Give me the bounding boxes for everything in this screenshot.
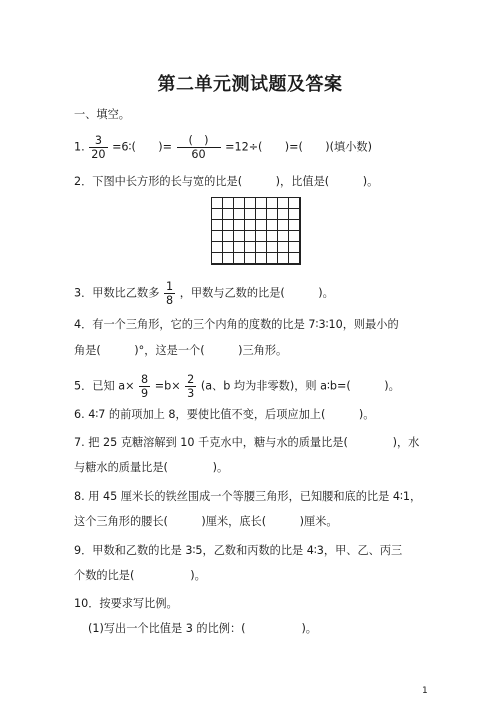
grid-cell: [212, 198, 223, 209]
q5-frac2-numerator: 2: [187, 373, 195, 386]
question-7-line-1: 7. 把 25 克糖溶解到 10 千克水中，糖与水的质量比是( )，水: [74, 436, 420, 449]
grid-cell: [278, 198, 289, 209]
grid-cell: [289, 253, 300, 264]
grid-cell: [245, 209, 256, 220]
q5-fraction-2: [185, 373, 196, 400]
grid-cell: [256, 231, 267, 242]
question-3: [74, 280, 334, 307]
rectangle-grid-figure: [211, 197, 301, 265]
section-heading: 一、填空。: [74, 108, 130, 121]
question-1: [74, 134, 372, 161]
grid-cell: [245, 242, 256, 253]
grid-cell: [267, 198, 278, 209]
question-10-part-1: (1)写出一个比值是 3 的比例：( )。: [88, 622, 317, 635]
grid-cell: [256, 242, 267, 253]
grid-cell: [212, 231, 223, 242]
q5-prefix: 5．已知 a×: [74, 379, 135, 393]
q5-middle: =b×: [154, 379, 181, 393]
grid-cell: [212, 253, 223, 264]
grid-cell: [223, 253, 234, 264]
grid-cell: [267, 209, 278, 220]
page-title: 第二单元测试题及答案: [157, 74, 343, 95]
grid-cell: [278, 242, 289, 253]
grid-cell: [234, 209, 245, 220]
q3-fraction: [164, 280, 175, 307]
q1-fraction-2: [177, 134, 221, 161]
grid-cell: [256, 220, 267, 231]
q3-frac-numerator: 1: [166, 280, 174, 293]
grid-cell: [267, 253, 278, 264]
q3-prefix: 3．甲数比乙数多: [74, 286, 160, 300]
question-5: [74, 373, 400, 400]
grid-cell: [278, 220, 289, 231]
grid-cell: [234, 198, 245, 209]
q1-middle: =6∶( )=: [112, 140, 172, 154]
question-9-line-2: 个数的比是( )。: [74, 569, 206, 582]
grid-cell: [223, 231, 234, 242]
question-8-line-2: 这个三角形的腰长( )厘米，底长( )厘米。: [74, 515, 338, 528]
grid-cell: [223, 242, 234, 253]
grid-cell: [289, 220, 300, 231]
grid-cell: [234, 253, 245, 264]
q1-prefix: 1.: [74, 140, 85, 154]
grid-cell: [289, 231, 300, 242]
question-4-line-2: 角是( )°，这是一个( )三角形。: [74, 344, 288, 357]
grid-cell: [212, 220, 223, 231]
grid-cell: [223, 198, 234, 209]
q1-frac1-denominator: 20: [91, 148, 106, 161]
question-7-line-2: 与糖水的质量比是( )。: [74, 461, 229, 474]
question-10: 10．按要求写比例。: [74, 597, 178, 610]
grid-cell: [278, 209, 289, 220]
q1-frac1-numerator: 3: [89, 134, 107, 148]
q1-rest: =12÷( )=( )(填小数): [225, 140, 372, 154]
grid-cell: [278, 231, 289, 242]
grid-cell: [256, 253, 267, 264]
grid-cell: [267, 231, 278, 242]
grid-cell: [234, 242, 245, 253]
grid-cell: [245, 220, 256, 231]
grid-cell: [234, 220, 245, 231]
question-4-line-1: 4．有一个三角形，它的三个内角的度数的比是 7∶3∶10，则最小的: [74, 318, 399, 331]
q5-rest: (a、b 均为非零数)，则 a∶b=( )。: [200, 379, 400, 393]
grid-cell: [212, 209, 223, 220]
grid-cell: [212, 242, 223, 253]
q5-frac1-numerator: 8: [141, 373, 149, 386]
grid-cell: [289, 242, 300, 253]
q1-frac2-numerator: ( ): [177, 134, 221, 148]
grid-cell: [223, 209, 234, 220]
q3-rest: ，甲数与乙数的比是( )。: [179, 286, 334, 300]
page-number: 1: [422, 686, 428, 696]
grid-cell: [278, 253, 289, 264]
grid-cell: [267, 220, 278, 231]
grid-cell: [256, 198, 267, 209]
question-2: 2．下图中长方形的长与宽的比是( )，比值是( )。: [74, 175, 379, 188]
q5-frac2-denominator: 3: [187, 387, 195, 400]
grid-cell: [289, 198, 300, 209]
grid-cell: [256, 209, 267, 220]
grid-cell: [245, 253, 256, 264]
grid-cell: [223, 220, 234, 231]
question-9-line-1: 9．甲数和乙数的比是 3∶5，乙数和丙数的比是 4∶3，甲、乙、丙三: [74, 544, 403, 557]
grid-cell: [245, 231, 256, 242]
question-8-line-1: 8. 用 45 厘米长的铁丝围成一个等腰三角形，已知腰和底的比是 4∶1，: [74, 490, 422, 503]
q5-frac1-denominator: 9: [141, 387, 149, 400]
q3-frac-denominator: 8: [166, 294, 174, 307]
grid-cell: [234, 231, 245, 242]
q5-fraction-1: [139, 373, 150, 400]
q1-frac2-denominator: 60: [191, 148, 206, 161]
grid-cell: [245, 198, 256, 209]
grid-cell: [267, 242, 278, 253]
q1-fraction-1: [89, 134, 107, 161]
question-6: 6. 4∶7 的前项加上 8，要使比值不变，后项应加上( )。: [74, 408, 375, 421]
grid-cell: [289, 209, 300, 220]
